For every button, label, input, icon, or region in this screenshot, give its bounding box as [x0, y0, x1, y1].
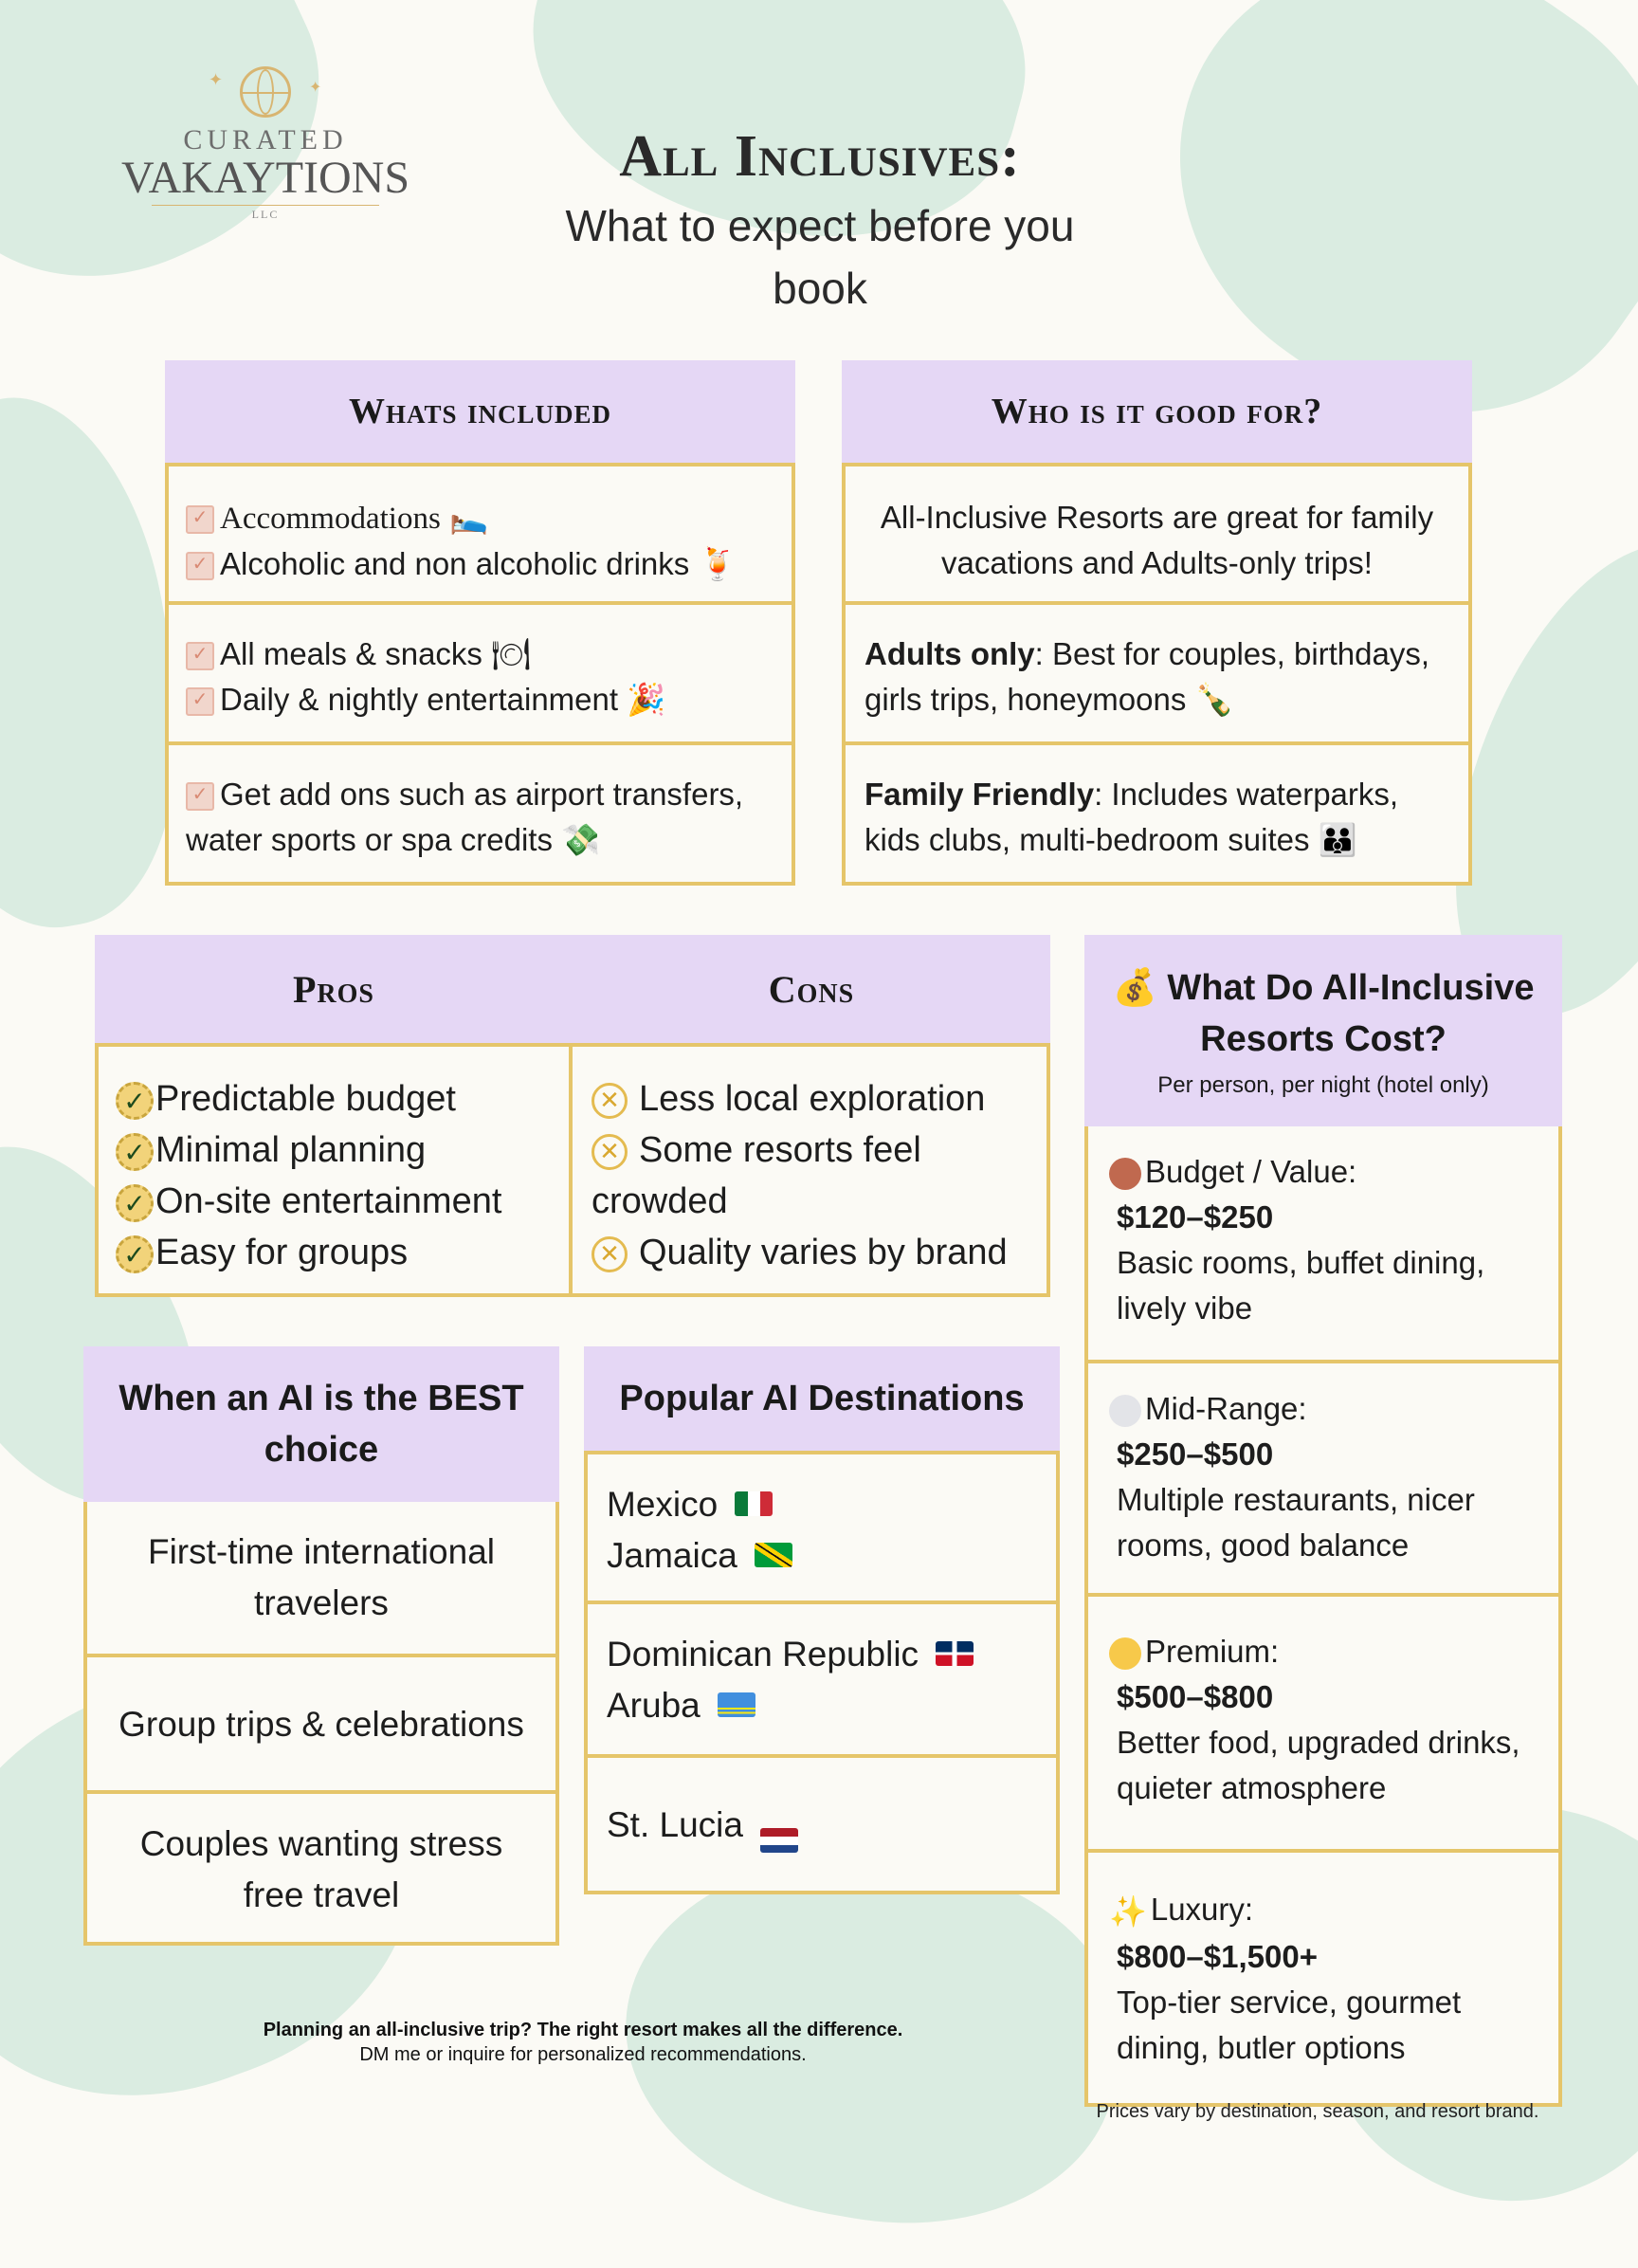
list-item: ✓ All meals & snacks 🍽 ✓ Daily & nightly entertainment 🎉 [169, 601, 792, 741]
checkbox-icon: ✓ [186, 687, 214, 716]
aruba-flag-icon [718, 1692, 755, 1717]
cross-icon: ✕ [592, 1083, 628, 1119]
brand-line1: CURATED [183, 124, 348, 155]
bed-icon: 🛌 [448, 500, 489, 535]
check-badge-icon: ✓ [116, 1235, 154, 1273]
list-item: First-time international travelers [87, 1502, 555, 1654]
checkbox-icon: ✓ [186, 782, 214, 811]
checkbox-icon: ✓ [186, 552, 214, 580]
cost-heading: 💰 What Do All-Inclusive Resorts Cost? [1112, 968, 1535, 1059]
pros-cons-card [95, 935, 1050, 1297]
list-item: ✓ On-site entertainment [116, 1176, 552, 1227]
pros-list [99, 1047, 573, 1293]
list-item: ✓ Predictable budget [116, 1073, 552, 1125]
list-item: Jamaica [607, 1530, 1037, 1582]
check-badge-icon: ✓ [116, 1082, 154, 1120]
brand-logo [114, 66, 417, 228]
cost-tier: ✨ Luxury: $800–$1,500+ Top-tier service, gourmet dining, butler options [1088, 1849, 1558, 2103]
best-choice-heading: When an AI is the BEST choice [83, 1346, 559, 1502]
sparkles-icon: ✨ [1109, 1894, 1147, 1930]
cons-heading: Cons [768, 967, 855, 1011]
footer-cta: Planning an all-inclusive trip? The right resort makes all the difference. [263, 2020, 903, 2040]
cost-card [1084, 935, 1562, 2107]
cost-tier: Budget / Value: $120–$250 Basic rooms, buffet dining, lively vibe [1088, 1126, 1558, 1360]
list-item: ✕ Some resorts feel crowded [592, 1130, 921, 1221]
checkbox-icon: ✓ [186, 505, 214, 534]
footer-note: DM me or inquire for personalized recommendations. [359, 2044, 807, 2065]
mexico-flag-icon [735, 1491, 773, 1516]
list-item: ✕ Less local exploration [592, 1073, 1028, 1125]
yellow-circle-icon [1109, 1637, 1141, 1670]
good-for-card [842, 360, 1472, 886]
brand-line2: VAKAYTIONS [120, 153, 410, 203]
cocktail-icon: 🍹 [698, 546, 737, 581]
best-choice-card [83, 1346, 559, 1946]
family-icon: 👪 [1318, 822, 1357, 857]
destination-group [588, 1600, 1056, 1754]
cons-list [573, 1047, 1046, 1293]
list-item: ✓ Get add ons such as airport transfers, water sports or spa credits 💸 [169, 741, 792, 882]
dominican-republic-flag-icon [936, 1641, 974, 1666]
whats-included-heading: Whats included [165, 360, 795, 463]
check-badge-icon: ✓ [116, 1133, 154, 1171]
brown-circle-icon [1109, 1158, 1141, 1190]
good-for-intro: All-Inclusive Resorts are great for family vacations and Adults-only trips! [846, 463, 1468, 601]
list-item: St. Lucia [607, 1800, 1037, 1853]
money-icon: 💸 [561, 822, 601, 857]
list-item: Group trips & celebrations [87, 1654, 555, 1790]
cross-icon: ✕ [592, 1236, 628, 1272]
list-item: Mexico [607, 1479, 1037, 1530]
sparkle-icon: ✦ [209, 70, 224, 89]
cost-tier: Premium: $500–$800 Better food, upgraded drinks, quieter atmosphere [1088, 1593, 1558, 1849]
pros-heading: Pros [292, 967, 374, 1011]
party-popper-icon: 🎉 [627, 682, 666, 717]
list-item: ✕ Quality varies by brand [592, 1227, 1028, 1278]
cost-subheading: Per person, per night (hotel only) [1157, 1072, 1489, 1098]
destinations-heading: Popular AI Destinations [584, 1346, 1060, 1451]
cost-tier: Mid-Range: $250–$500 Multiple restaurants, nicer rooms, good balance [1088, 1360, 1558, 1593]
cross-icon: ✕ [592, 1134, 628, 1170]
jamaica-flag-icon [755, 1543, 792, 1567]
champagne-icon: 🍾 [1194, 682, 1234, 717]
destination-group [588, 1451, 1056, 1600]
good-for-heading: Who is it good for? [842, 360, 1472, 463]
family-friendly-item: Family Friendly: Includes waterparks, kids clubs, multi-bedroom suites 👪 [846, 741, 1468, 882]
plate-icon: 🍽 [491, 636, 532, 671]
destinations-card [584, 1346, 1060, 1894]
list-item: ✓ Minimal planning [116, 1125, 552, 1176]
money-bag-icon: 💰 [1112, 968, 1157, 1008]
sparkle-icon: ✦ [309, 80, 322, 96]
brand-line3: LLC [152, 205, 379, 222]
list-item: Couples wanting stress free travel [87, 1790, 555, 1942]
page-subtitle: What to expect before you book [565, 201, 1075, 313]
globe-icon [240, 66, 291, 118]
page-title: All Inclusives: [619, 124, 1021, 189]
destination-group [588, 1754, 1056, 1891]
st-lucia-flag-icon [760, 1828, 798, 1853]
checkbox-icon: ✓ [186, 642, 214, 670]
list-item: ✓ Easy for groups [116, 1227, 552, 1278]
list-item: ✓ Accommodations 🛌 ✓ Alcoholic and non alcoholic drinks 🍹 [169, 463, 792, 601]
check-badge-icon: ✓ [116, 1184, 154, 1222]
cost-footnote: Prices vary by destination, season, and resort brand. [1096, 2101, 1539, 2122]
adults-only-item: Adults only: Best for couples, birthdays, girls trips, honeymoons 🍾 [846, 601, 1468, 741]
list-item: Dominican Republic [607, 1629, 1037, 1680]
white-circle-icon [1109, 1395, 1141, 1427]
list-item: Aruba [607, 1680, 1037, 1731]
whats-included-card [165, 360, 795, 886]
